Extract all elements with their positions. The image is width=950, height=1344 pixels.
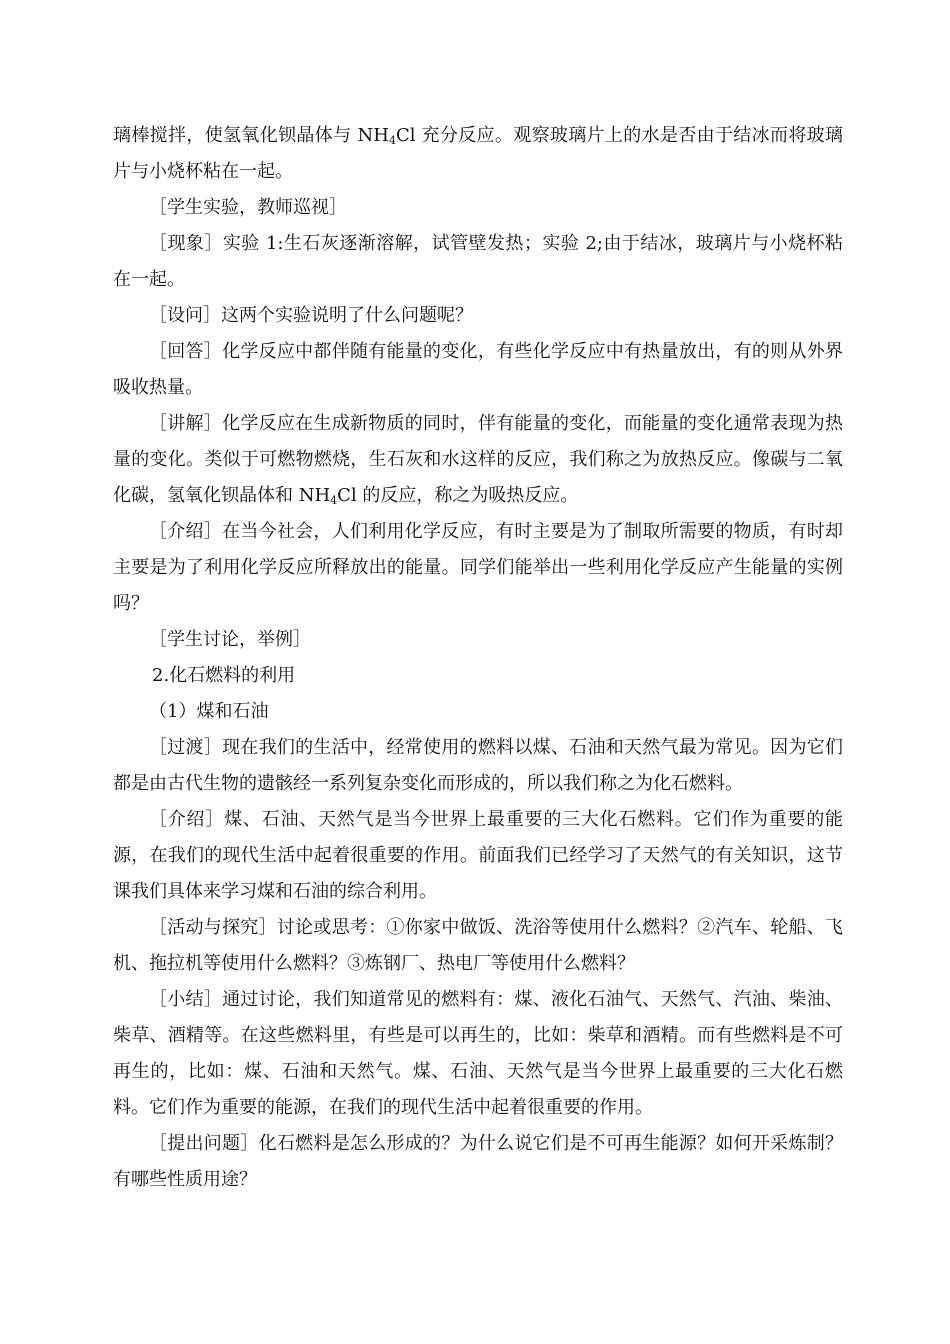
paragraph-text: Cl 充分反应。观察玻璃片上的水是否由于结冰而将玻璃片与小烧杯粘在一起。 (113, 125, 844, 182)
paragraph-activity: ［活动与探究］讨论或思考：①你家中做饭、洗浴等使用什么燃料？②汽车、轮船、飞机、拖拉机等使用什么燃料？③炼钢厂、热电厂等使用什么燃料？ (113, 917, 843, 974)
paragraph-transition: ［过渡］现在我们的生活中，经常使用的燃料以煤、石油和天然气最为常见。因为它们都是由古代生物的遗骸经一系列复杂变化而形成的，所以我们称之为化石燃料。 (113, 737, 843, 794)
paragraph-text: 璃棒搅拌，使氢氧化钡晶体与 NH (113, 125, 389, 146)
paragraph-answer: ［回答］化学反应中都伴随有能量的变化，有些化学反应中有热量放出，有的则从外界吸收热量。 (113, 341, 843, 398)
subscript: 4 (388, 134, 396, 147)
section-heading: 2.化石燃料的利用 (152, 665, 296, 686)
paragraph-introduction-fossil-fuels: ［介绍］煤、石油、天然气是当今世界上最重要的三大化石燃料。它们作为重要的能源，在我们的现代生活中起着很重要的作用。前面我们已经学习了天然气的有关知识，这节课我们具体来学习煤和石油的综合利用。 (113, 809, 843, 902)
document-body (113, 118, 843, 1198)
paragraph-phenomenon: ［现象］实验 1:生石灰逐渐溶解，试管壁发热；实验 2;由于结冰，玻璃片与小烧杯粘在一起。 (113, 233, 843, 290)
paragraph-experiment-continued (113, 118, 843, 190)
subsection-heading: （1）煤和石油 (149, 701, 269, 722)
paragraph-text: ［讲解］化学反应在生成新物质的同时，伴有能量的变化，而能量的变化通常表现为热量的变化。类似于可燃物燃烧，生石灰和水这样的反应，我们称之为放热反应。像碳与二氧化碳，氢氧化钡晶体和 NH (113, 413, 843, 506)
paragraph-question: ［设问］这两个实验说明了什么问题呢？ (149, 305, 473, 326)
paragraph-introduction: ［介绍］在当今社会，人们利用化学反应，有时主要是为了制取所需要的物质，有时却主要是为了利用化学反应所释放出的能量。同学们能举出一些利用化学反应产生能量的实例吗？ (113, 521, 843, 614)
paragraph-student-discussion: ［学生讨论，举例］ (149, 629, 311, 650)
paragraph-text: Cl 的反应，称之为吸热反应。 (337, 485, 579, 506)
paragraph-raise-question: ［提出问题］化石燃料是怎么形成的？为什么说它们是不可再生能源？如何开采炼制？有哪些性质用途？ (113, 1133, 843, 1190)
paragraph-explanation (113, 406, 843, 514)
paragraph-student-experiment: ［学生实验，教师巡视］ (149, 197, 347, 218)
subscript: 4 (330, 494, 338, 507)
paragraph-summary: ［小结］通过讨论，我们知道常见的燃料有：煤、液化石油气、天然气、汽油、柴油、柴草、酒精等。在这些燃料里，有些是可以再生的，比如：柴草和酒精。而有些燃料是不可再生的，比如：煤、石油和天然气。煤、石油、天然气是当今世界上最重要的三大化石燃料。它们作为重要的能源，在我们的现代生活中起着很重要的作用。 (113, 989, 843, 1118)
